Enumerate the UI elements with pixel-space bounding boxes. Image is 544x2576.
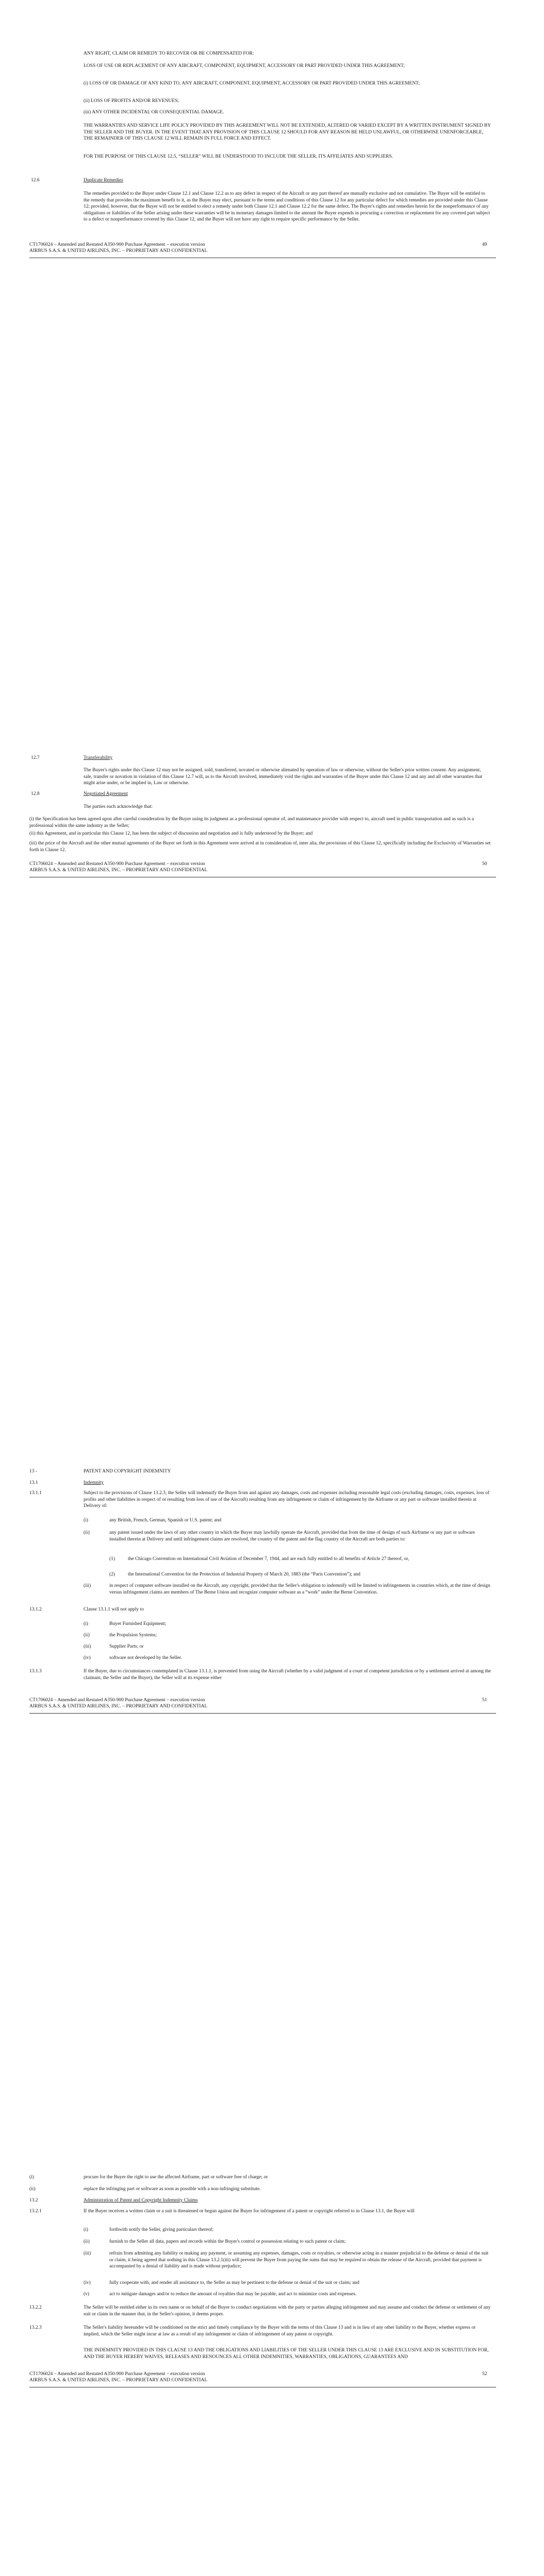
item-label: (ii) bbox=[84, 1530, 90, 1535]
item-label: (i) bbox=[29, 2175, 34, 2180]
caps-paragraph: THE WARRANTIES AND SERVICE LIFE POLICY PROVIDED BY THIS AGREEMENT WILL NOT BE EXTENDED, ALTERED OR VARIED EXCEPT BY A WRITTEN INSTRUMENT SIGNED BY THE SELLER AND THE BUYER. IN THE EVENT THAT ANY PROVISION OF THIS CLAUSE 12 SHOULD FOR ANY REASON BE HELD UNLAWFUL, OR OTHERWISE UNENFORCEABLE, THE REMAINDER OF THIS CLAUSE 12 WILL REMAIN IN FULL FORCE AND EFFECT. bbox=[84, 123, 491, 142]
section-number: 12.8 bbox=[31, 791, 40, 796]
item-label: (iv) bbox=[84, 2280, 91, 2285]
subitem-text: the Chicago Convention on International Civil Aviation of December 7, 1944, and are each fully entitled to all benefits of Article 27 thereof, or, bbox=[128, 1556, 409, 1562]
heading-title: PATENT AND COPYRIGHT INDEMNITY bbox=[84, 1469, 171, 1474]
item-label: (iii) bbox=[84, 1644, 91, 1649]
section-number: 13.2 bbox=[29, 2198, 38, 2203]
page-number: 49 bbox=[482, 242, 487, 247]
body-line: ANY RIGHT, CLAIM OR REMEDY TO RECOVER OR BE COMPENSATED FOR: bbox=[84, 51, 254, 56]
item-text: fully cooperate with, and render all assistance to, the Seller as may be pertinent to the defense or denial of the suit or claim; and bbox=[109, 2280, 359, 2285]
footer-line: AIRBUS S.A.S. & UNITED AIRLINES, INC. – PROPRIETARY AND CONFIDENTIAL bbox=[29, 2378, 208, 2383]
page-number: 52 bbox=[482, 2371, 487, 2377]
footer-line: CT1706024 – Amended and Restated A350-900 Purchase Agreement – execution version bbox=[29, 2371, 205, 2377]
item-text: refrain from admitting any liability or making any payment, or assuming any expenses, damages, costs or royalties, or otherwise acting in a manner prejudicial to the defense or denial of the suit or claim, it being agreed that nothing in this Clause 13.2.1(iii) will prevent the Buyer from paying the sums that may be required to obtain the release of the Aircraft, provided that payment is accompanied by a denial of liability and is made without prejudice; bbox=[109, 2251, 489, 2269]
subsection-body: If the Buyer receives a written claim or a suit is threatened or begun against the Buyer for infringement of a patent or copyright referred to in Clause 13.1, the Buyer will bbox=[84, 2209, 415, 2214]
item-text: Buyer Furnished Equipment; bbox=[109, 1621, 167, 1626]
subitem-text: the International Convention for the Protection of Industrial Property of March 20, 1883 (the “Paris Convention”); and bbox=[128, 1572, 360, 1577]
heading-number: 13 - bbox=[29, 1469, 38, 1474]
item-text: furnish to the Seller all data, papers and records within the Buyer's control or possession relating to such patent or claim; bbox=[109, 2239, 346, 2244]
subsection-number: 13.2.1 bbox=[29, 2209, 42, 2214]
item-text: procure for the Buyer the right to use the affected Airframe, part or software free of charge; or bbox=[84, 2175, 268, 2180]
item-label: (iii) bbox=[84, 2251, 91, 2256]
item-text: act to mitigate damages and/or to reduce the amount of royalties that may be payable, and act to minimize costs and expenses. bbox=[109, 2292, 357, 2297]
section-body: The Buyer's rights under this Clause 12 may not be assigned, sold, transferred, novated or otherwise alienated by operation of law or otherwise, without the Seller's prior written consent. Any assignment, sale, transfer or novation in violation of this Clause 12.7 will, as to the Aircraft involved, immediately void the rights and warranties of the Buyer under this Clause 12 and any and all other warranties that might arise under, or be implied in, Law or otherwise. bbox=[84, 768, 483, 786]
list-item: (ii) this Agreement, and in particular this Clause 12, has been the subject of discussion and negotiation and is fully understood by the Buyer; and bbox=[29, 831, 313, 836]
item-label: (i) bbox=[84, 1518, 88, 1523]
item-text: the Propulsion Systems; bbox=[109, 1633, 157, 1638]
subsection-body: The Seller's liability hereunder will be conditioned on the strict and timely compliance by the Buyer with the terms of this Clause 13 and is in lieu of any other liability to the Buyer, whether express or implied, which the Seller might incur at law as a result of any infringement or claim of infringement of any patent or copyright. bbox=[84, 2325, 476, 2337]
body-line: (iii) ANY OTHER INCIDENTAL OR CONSEQUENTIAL DAMAGE. bbox=[84, 110, 224, 115]
caps-paragraph: FOR THE PURPOSE OF THIS CLAUSE 12.5, “SELLER” WILL BE UNDERSTOOD TO INCLUDE THE SELLER, ITS AFFILIATES AND SUPPLIERS. bbox=[84, 154, 393, 159]
subitem-label: (1) bbox=[109, 1556, 116, 1562]
item-text: replace the infringing part or software as soon as possible with a non-infringing substitute. bbox=[84, 2187, 261, 2192]
item-text: software not developed by the Seller. bbox=[109, 1655, 182, 1660]
subitem-label: (2) bbox=[109, 1572, 116, 1577]
section-number: 13.1 bbox=[29, 1480, 38, 1485]
item-text: in respect of computer software installed on the Aircraft, any copyright, provided that the Seller's obligation to indemnify will be limited to infringements in countries which, at the time of design versus infringement claims are members of The Berne Union and recognize computer software as a “work” under the Berne Convention. bbox=[109, 1583, 490, 1595]
item-label: (ii) bbox=[29, 2187, 36, 2192]
section-number: 12.7 bbox=[31, 755, 40, 760]
item-label: (i) bbox=[84, 2227, 88, 2232]
subsection-number: 13.1.3 bbox=[29, 1669, 42, 1674]
item-label: (i) bbox=[84, 1621, 88, 1626]
section-title: Duplicate Remedies bbox=[84, 178, 123, 183]
footer-line: AIRBUS S.A.S. & UNITED AIRLINES, INC. – PROPRIETARY AND CONFIDENTIAL bbox=[29, 868, 208, 873]
section-title: Administration of Patent and Copyright Indemnity Claims bbox=[84, 2198, 198, 2203]
subsection-number: 13.1.1 bbox=[29, 1490, 42, 1496]
list-item: (iii) the price of the Aircraft and the other mutual agreements of the Buyer set forth in this Agreement were arrived at in consideration of, inter alia, the provisions of this Clause 12, specifically including the Exclusivity of Warranties set forth in Clause 12. bbox=[29, 841, 491, 853]
footer-line: AIRBUS S.A.S. & UNITED AIRLINES, INC. – PROPRIETARY AND CONFIDENTIAL bbox=[29, 1704, 208, 1709]
section-number: 12.6 bbox=[31, 178, 40, 183]
body-line: LOSS OF USE OR REPLACEMENT OF ANY AIRCRAFT, COMPONENT, EQUIPMENT, ACCESSORY OR PART PROVIDED UNDER THIS AGREEMENT; bbox=[84, 63, 405, 69]
item-label: (ii) bbox=[84, 1633, 90, 1638]
footer-line: AIRBUS S.A.S. & UNITED AIRLINES, INC. – PROPRIETARY AND CONFIDENTIAL bbox=[29, 248, 208, 253]
section-title: Transferability bbox=[84, 755, 113, 760]
subsection-number: 13.2.3 bbox=[29, 2325, 42, 2330]
section-body: The remedies provided to the Buyer under Clause 12.1 and Clause 12.2 as to any defect in respect of the Aircraft or any part thereof are mutually exclusive and not cumulative. The Buyer will be entitled to the remedy that provides the maximum benefit to it, as the Buyer may elect, pursuant to the terms and conditions of this Clause 12 for any particular defect for which remedies are provided under this Clause 12; provided, however, that the Buyer will not be entitled to elect a remedy under both Clause 12.1 and Clause 12.2 for the same defect. The Buyer's rights and remedies herein for the nonperformance of any obligations or liabilities of the Seller arising under these warranties will be in monetary damages limited to the amount the Buyer expends in procuring a correction or replacement for any covered part subject to a defect or nonperformance covered by this Clause 12, and the Buyer will not have any right to require specific performance by the Seller. bbox=[84, 191, 490, 223]
item-text: Supplier Parts; or bbox=[109, 1644, 144, 1649]
subsection-body: If the Buyer, due to circumstances contemplated in Clause 13.1.1, is prevented from using the Aircraft (whether by a valid judgment of a court of competent jurisdiction or by a settlement arrived at among the claimant, the Seller and the Buyer), the Seller will at its expense either bbox=[84, 1669, 491, 1681]
footer-line: CT1706024 – Amended and Restated A350-900 Purchase Agreement – execution version bbox=[29, 242, 205, 247]
page-number: 50 bbox=[482, 861, 487, 867]
subsection-body: The Seller will be entitled either in its own name or on behalf of the Buyer to conduct negotiations with the party or parties alleging infringement and may assume and conduct the defense or settlement of any suit or claim in the manner that, in the Seller's opinion, it deems proper. bbox=[84, 2305, 491, 2317]
footer-line: CT1706024 – Amended and Restated A350-900 Purchase Agreement – execution version bbox=[29, 1698, 205, 1703]
subsection-body: Clause 13.1.1 will not apply to bbox=[84, 1607, 144, 1612]
page-number: 51 bbox=[482, 1698, 487, 1703]
list-item: (i) the Specification has been agreed upon after careful consideration by the Buyer using its judgment as a professional operator of, and maintenance provider with respect to, aircraft used in public transportation and as such is a professional within the same industry as the Seller; bbox=[29, 817, 474, 828]
item-text: any British, French, German, Spanish or U.S. patent; and bbox=[109, 1518, 222, 1523]
section-title: Negotiated Agreement bbox=[84, 791, 128, 796]
caps-paragraph: THE INDEMNITY PROVIDED IN THIS CLAUSE 13 AND THE OBLIGATIONS AND LIABILITIES OF THE SELLER UNDER THIS CLAUSE 13 ARE EXCLUSIVE AND IN SUBSTITUTION FOR, AND THE BUYER HEREBY WAIVES, RELEASES AND RENOUNCES ALL OTHER INDEMNITIES, WARRANTIES, OBLIGATIONS, GUARANTEES AND bbox=[84, 2348, 489, 2360]
item-label: (ii) bbox=[84, 2239, 90, 2244]
section-intro: The parties each acknowledge that: bbox=[84, 804, 153, 809]
body-line: (i) LOSS OF OR DAMAGE OF ANY KIND TO, ANY AIRCRAFT, COMPONENT, EQUIPMENT, ACCESSORY OR PART PROVIDED UNDER THIS AGREEMENT; bbox=[84, 81, 420, 86]
item-label: (v) bbox=[84, 2292, 90, 2297]
subsection-body: Subject to the provisions of Clause 13.2.3, the Seller will indemnify the Buyer from and against any damages, costs and expenses including reasonable legal costs (excluding damages, costs, expenses, loss of profits and other liabilities in respect of or resulting from loss of use of the Aircraft) resulting from any infringement or claim of infringement by the Airframe or any part or software installed therein at Delivery of: bbox=[84, 1490, 490, 1509]
subsection-number: 13.1.2 bbox=[29, 1607, 42, 1612]
subsection-number: 13.2.2 bbox=[29, 2305, 42, 2310]
section-title: Indemnity bbox=[84, 1480, 104, 1485]
item-label: (iii) bbox=[84, 1583, 91, 1588]
item-text: forthwith notify the Seller, giving particulars thereof; bbox=[109, 2227, 213, 2232]
item-text: any patent issued under the laws of any other country in which the Buyer may lawfully operate the Aircraft, provided that from the time of design of such Airframe or any part or software installed therein at Delivery and until infringement claims are resolved, the country of the patent and the flag country of the Aircraft are both parties to: bbox=[109, 1530, 475, 1542]
footer-line: CT1706024 – Amended and Restated A350-900 Purchase Agreement – execution version bbox=[29, 861, 205, 867]
item-label: (iv) bbox=[84, 1655, 91, 1660]
body-line: (ii) LOSS OF PROFITS AND/OR REVENUES; bbox=[84, 98, 179, 104]
